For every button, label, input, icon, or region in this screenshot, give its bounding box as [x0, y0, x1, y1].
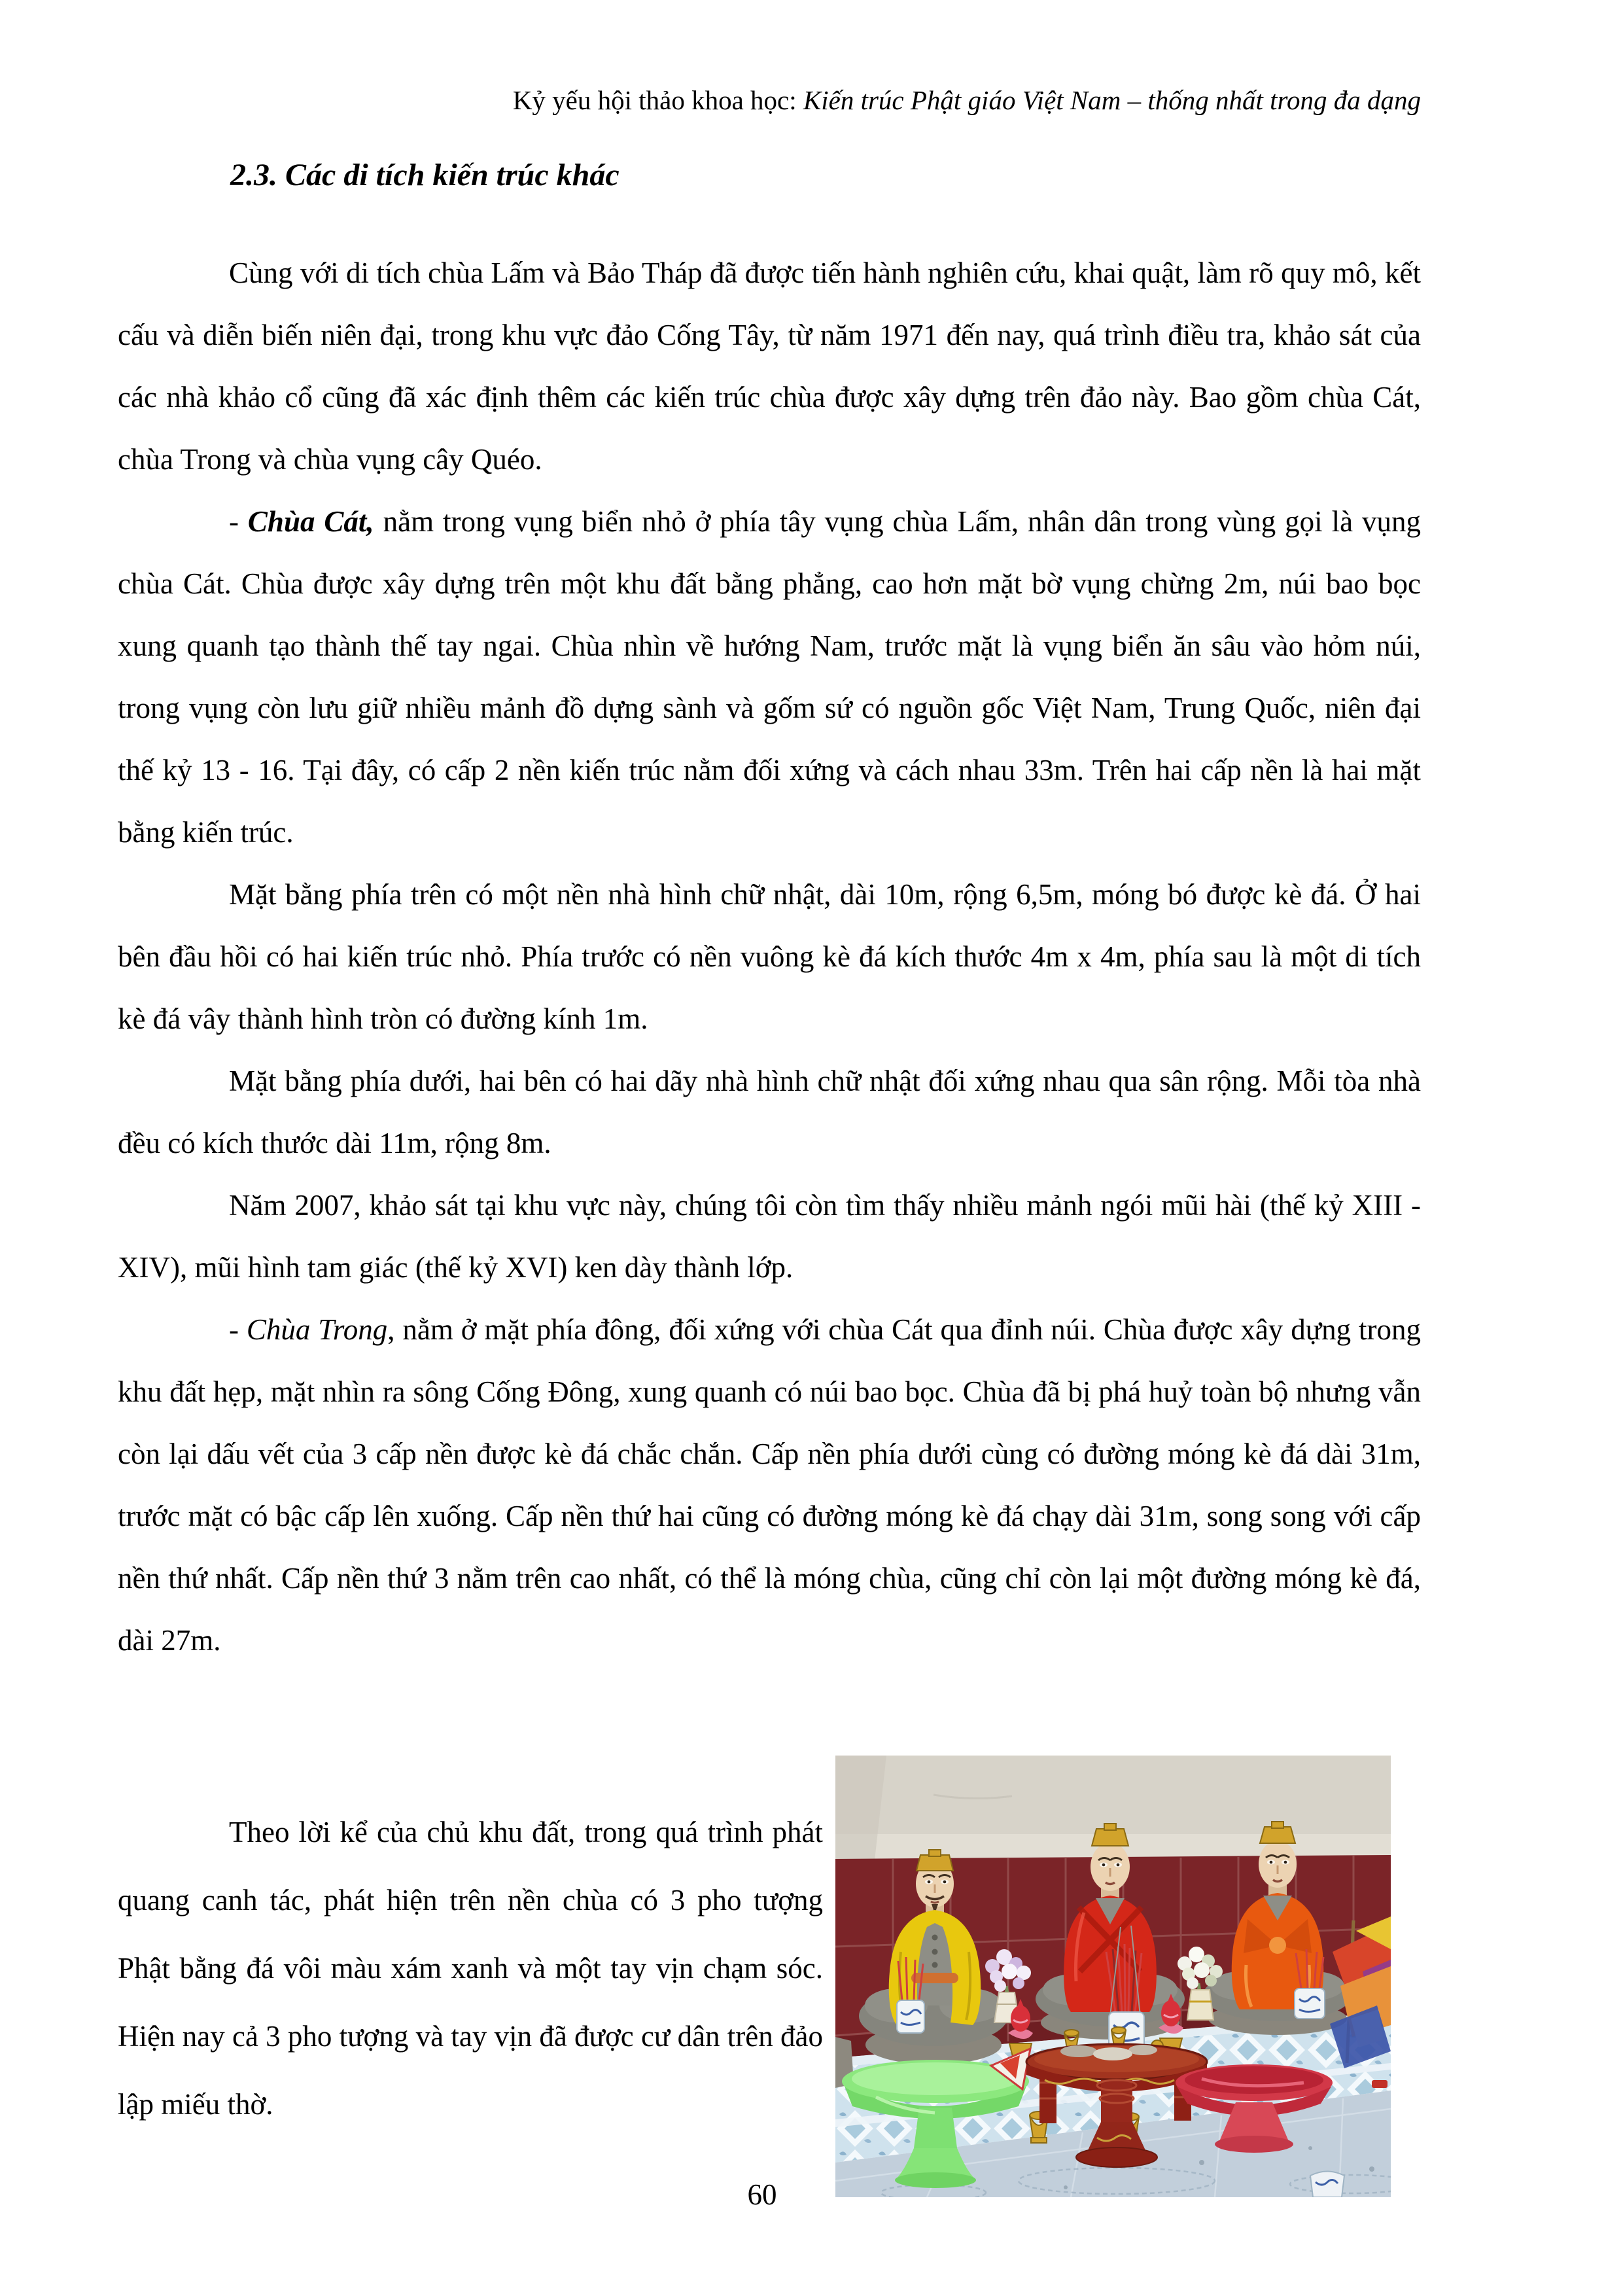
paragraph-1: Cùng với di tích chùa Lấm và Bảo Tháp đã được tiến hành nghiên cứu, khai quật, làm rõ quy mô, kết cấu và diễn biến niên đại, trong khu vực đảo Cống Tây, từ năm 1971 đến nay, quá trình điều tra, khảo sát của các nhà khảo cổ cũng đã xác định thêm các kiến trúc chùa được xây dựng trên đảo này. Bao gồm chùa Cát, chùa Trong và chùa vụng cây Quéo.: [118, 256, 1421, 476]
page-number: 60: [747, 2178, 777, 2211]
header-prefix: Kỷ yếu hội thảo khoa học:: [512, 85, 803, 115]
paragraph-7: Theo lời kể của chủ khu đất, trong quá trình phát quang canh tác, phát hiện trên nền chùa có 3 pho tượng Phật bằng đá vôi màu xám xanh và một tay vịn chạm sóc. Hiện nay cả 3 pho tượng và tay vịn đã được cư dân trên đảo lập miếu thờ.: [118, 1816, 823, 2121]
paragraph-3: Mặt bằng phía trên có một nền nhà hình chữ nhật, dài 10m, rộng 6,5m, móng bó được kè đá. Ở hai bên đầu hồi có hai kiến trúc nhỏ. Phía trước có nền vuông kè đá kích thước 4m x 4m, phía sau là một di tích kè đá vây thành hình tròn có đường kính 1m.: [118, 878, 1421, 1035]
paragraph-4: Mặt bằng phía dưới, hai bên có hai dãy nhà hình chữ nhật đối xứng nhau qua sân rộng. Mỗi tòa nhà đều có kích thước dài 11m, rộng 8m.: [118, 1065, 1421, 1159]
chua-cat-term: Chùa Cát,: [247, 505, 374, 538]
dash: -: [229, 505, 248, 538]
paragraph-5: Năm 2007, khảo sát tại khu vực này, chúng tôi còn tìm thấy nhiều mảnh ngói mũi hài (thế kỷ XIII - XIV), mũi hình tam giác (thế kỷ XVI) ken dày thành lớp.: [118, 1189, 1421, 1284]
chua-trong-term: Chùa Trong: [246, 1313, 388, 1346]
altar-photo: [835, 1756, 1391, 2197]
paragraph-6: [118, 1299, 1421, 1672]
crown-right: [1260, 1827, 1295, 1843]
porcelain-pot-corner: [1310, 2172, 1344, 2198]
running-header: [118, 82, 1421, 118]
paragraph-2-body: nằm trong vụng biển nhỏ ở phía tây vụng chùa Lấm, nhân dân trong vùng gọi là vụng chùa Cát. Chùa được xây dựng trên một khu đất bằng phẳng, cao hơn mặt bờ vụng chừng 2m, núi bao bọc xung quanh tạo thành thế tay ngai. Chùa nhìn về hướng Nam, trước mặt là vụng biển ăn sâu vào hỏm núi, trong vụng còn lưu giữ nhiều mảnh đồ dựng sành và gốm sứ có nguồn gốc Việt Nam, Trung Quốc, niên đại thế kỷ 13 - 16. Tại đây, có cấp 2 nền kiến trúc nằm đối xứng và cách nhau 33m. Trên hai cấp nền là hai mặt bằng kiến trúc.: [118, 505, 1421, 849]
text-column: [118, 242, 1421, 1672]
dash: -: [229, 1313, 247, 1346]
crown-center: [1092, 1829, 1128, 1846]
section-heading: 2.3. Các di tích kiến trúc khác: [230, 158, 620, 192]
paragraph-2: [118, 491, 1421, 864]
altar-photo-illustration: [835, 1756, 1391, 2197]
paragraph-6-body: , nằm ở mặt phía đông, đối xứng với chùa Cát qua đỉnh núi. Chùa được xây dựng trong khu đất hẹp, mặt nhìn ra sông Cống Đông, xung quanh có núi bao bọc. Chùa đã bị phá huỷ toàn bộ nhưng vẫn còn lại dấu vết của 3 cấp nền được kè đá chắc chắn. Cấp nền phía dưới cùng có đường móng kè đá dài 31m, trước mặt có bậc cấp lên xuống. Cấp nền thứ hai cũng có đường móng kè đá chạy dài 31m, song song với cấp nền thứ nhất. Cấp nền thứ 3 nằm trên cao nhất, có thể là móng chùa, cũng chỉ còn lại một đường móng kè đá, dài 27m.: [118, 1313, 1421, 1657]
header-title: Kiến trúc Phật giáo Việt Nam – thống nhất trong đa dạng: [803, 85, 1421, 115]
crown-left: [916, 1855, 953, 1871]
